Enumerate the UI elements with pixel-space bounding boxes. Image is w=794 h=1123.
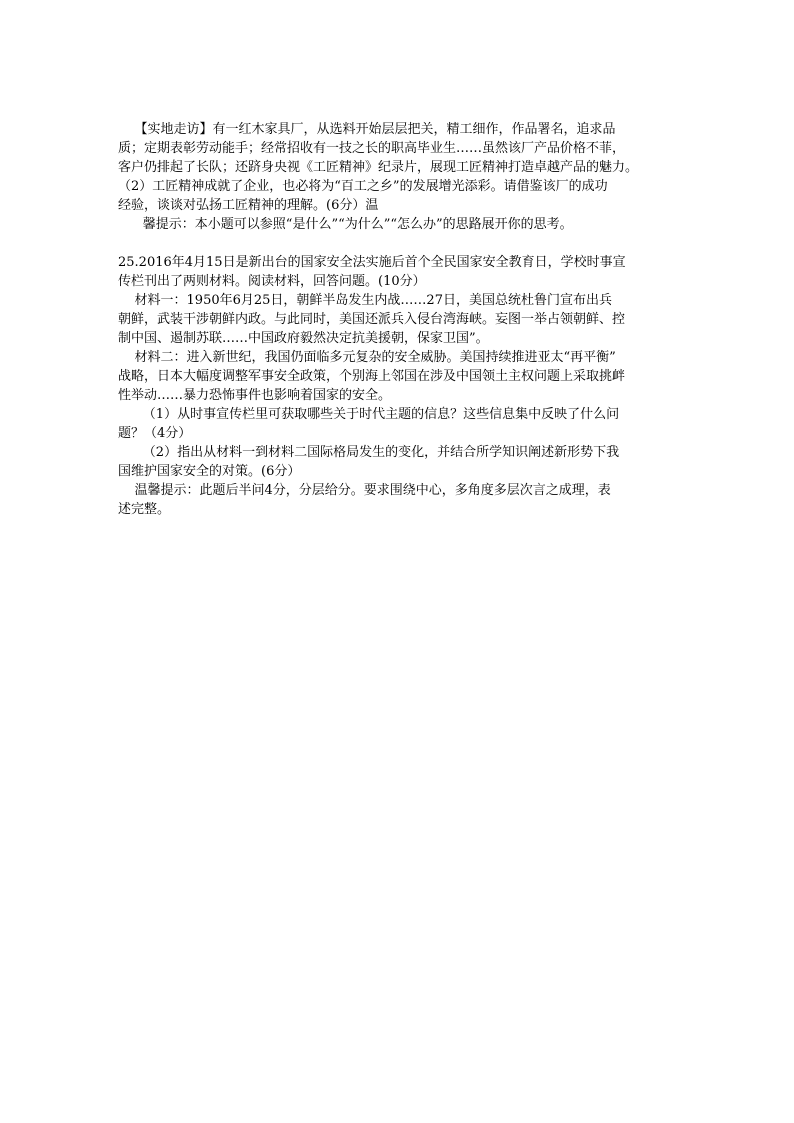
- text-line: 经验，谈谈对弘扬工匠精神的理解。(6分）温: [118, 198, 379, 213]
- paragraph-gap: [118, 234, 678, 253]
- text-line: 朝鲜，武装干涉朝鲜内政。与此同时，美国还派兵入侵台湾海峡。妄图一举占领朝鲜、控: [118, 312, 626, 327]
- text-line: 传栏刊出了两则材料。阅读材料，回答问题。(10分）: [118, 274, 426, 289]
- text-line: 馨提示：本小题可以参照“是什么”“为什么”“怎么办”的思路展开你的思考。: [118, 217, 573, 232]
- text-line: 温馨提示：此题后半问4分，分层给分。要求围绕中心，多角度多层次言之成理，表: [118, 483, 611, 498]
- text-line: 【实地走访】有一红木家具厂，从选料开始层层把关，精工细作，作品署名，追求品: [118, 122, 616, 137]
- section-field-visit: [118, 120, 678, 234]
- text-line: 题？（4分）: [118, 426, 192, 441]
- text-line: 制中国、遏制苏联……中国政府毅然决定抗美援朝，保家卫国”。: [118, 331, 489, 346]
- text-line: 25.2016年4月15日是新出台的国家安全法实施后首个全民国家安全教育日，学校时事宣: [118, 255, 626, 270]
- text-line: 述完整。: [118, 502, 171, 517]
- text-line: 客户仍排起了长队；还跻身央视《工匠精神》纪录片，展现工匠精神打造卓越产品的魅力。: [118, 160, 639, 175]
- text-line: 战略，日本大幅度调整军事安全政策，个别海上邻国在涉及中国领土主权问题上采取挑衅: [118, 369, 626, 384]
- text-line: 材料二：进入新世纪，我国仍面临多元复杂的安全威胁。美国持续推进亚太“再平衡”: [118, 350, 616, 365]
- document-body: [118, 120, 678, 519]
- text-line: （1）从时事宣传栏里可获取哪些关于时代主题的信息？这些信息集中反映了什么问: [118, 407, 620, 422]
- text-line: 质；定期表彰劳动能手；经常招收有一技之长的职高毕业生……虽然该厂产品价格不菲，: [118, 141, 626, 156]
- text-line: 国维护国家安全的对策。(6分）: [118, 464, 301, 479]
- text-line: 材料一：1950年6月25日，朝鲜半岛发生内战……27日，美国总统杜鲁门宣布出兵: [118, 293, 612, 308]
- text-line: （2）工匠精神成就了企业，也必将为“百工之乡”的发展增光添彩。请借鉴该厂的成功: [118, 179, 608, 194]
- text-line: 性举动……暴力恐怖事件也影响着国家的安全。: [118, 388, 392, 403]
- section-question-25: [118, 253, 678, 519]
- text-line: （2）指出从材料一到材料二国际格局发生的变化，并结合所学知识阐述新形势下我: [118, 445, 620, 460]
